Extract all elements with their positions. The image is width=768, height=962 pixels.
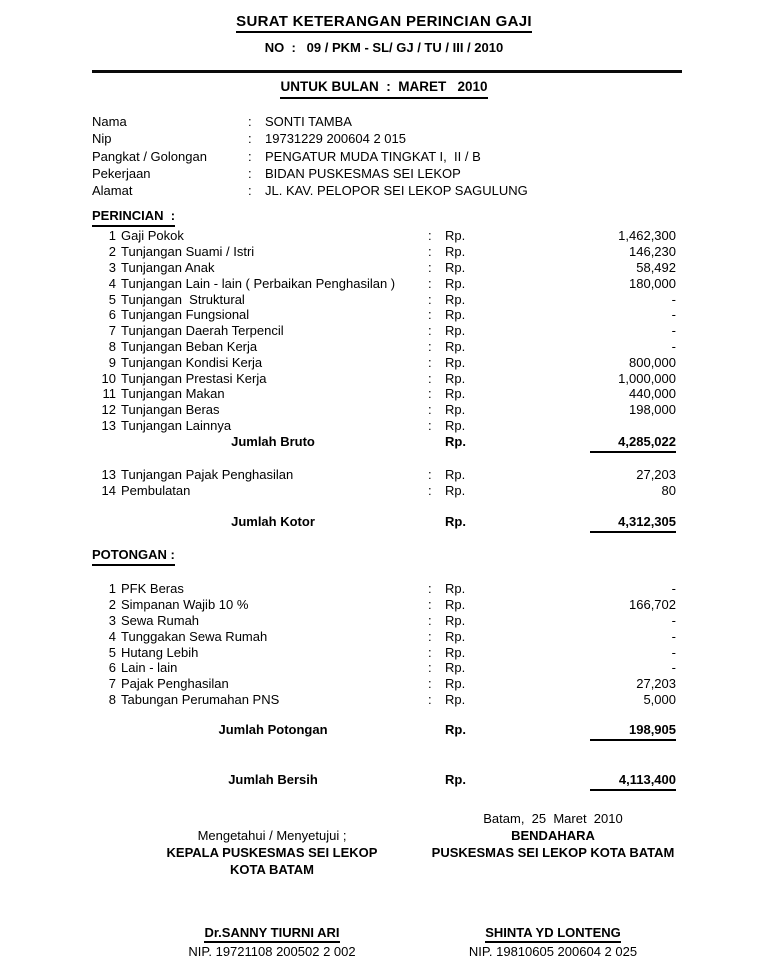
row-currency: Rp.: [445, 275, 466, 291]
row-number: 4: [108, 628, 116, 644]
total-currency: Rp.: [445, 721, 466, 737]
row-number: 14: [101, 482, 116, 498]
row-number: 5: [108, 644, 116, 660]
perincian-row: [92, 418, 676, 434]
info-label: Pekerjaan: [92, 165, 151, 181]
info-colon: :: [248, 165, 252, 181]
row-currency: Rp.: [445, 244, 466, 260]
total-currency: Rp.: [445, 433, 466, 449]
row-number: 4: [108, 275, 116, 291]
total-amount-cell: [481, 514, 676, 530]
row-currency: Rp.: [445, 597, 466, 613]
info-label: Alamat: [92, 183, 133, 199]
row-currency: Rp.: [445, 660, 466, 676]
row-colon: :: [428, 692, 432, 708]
potongan-row: [92, 581, 676, 597]
row-currency: Rp.: [445, 466, 466, 482]
row-colon: :: [428, 370, 432, 386]
potongan-row: [92, 676, 676, 692]
date-line: Batam, 25 Maret 2010: [483, 810, 623, 826]
signature-section: [0, 810, 768, 962]
row-colon: :: [428, 581, 432, 597]
row-amount: -: [671, 323, 676, 339]
info-row: [92, 130, 768, 147]
row-colon: :: [428, 644, 432, 660]
row-number: 2: [108, 597, 116, 613]
row-amount: 27,203: [636, 466, 676, 482]
row-colon: :: [428, 418, 432, 434]
period-line: UNTUK BULAN : MARET 2010: [280, 78, 487, 99]
perincian-row: [92, 386, 676, 402]
total-currency: Rp.: [445, 771, 466, 787]
row-number: 3: [108, 613, 116, 629]
total-colon-spacer: [424, 772, 441, 788]
info-value: PENGATUR MUDA TINGKAT I, II / B: [265, 148, 481, 164]
info-value: SONTI TAMBA: [265, 114, 352, 129]
potongan-items: [0, 581, 768, 707]
row-number: 13: [101, 418, 116, 434]
row-label: Sewa Rumah: [121, 613, 200, 629]
potongan-row: [92, 692, 676, 708]
row-label: Tunjangan Fungsional: [121, 307, 250, 323]
row-label: Tunjangan Anak: [121, 260, 215, 276]
row-label: Tabungan Perumahan PNS: [121, 692, 280, 708]
row-colon: :: [428, 291, 432, 307]
row-label: Tunjangan Struktural: [121, 291, 245, 307]
row-number: 8: [108, 339, 116, 355]
row-number: 12: [101, 402, 116, 418]
row-colon: :: [428, 244, 432, 260]
row-amount: 440,000: [629, 386, 676, 402]
jumlah-bersih-row: [92, 772, 676, 788]
signer-title-org: PUSKESMAS SEI LEKOP KOTA BATAM: [431, 844, 675, 860]
info-row: [92, 148, 768, 165]
total-label: Jumlah Bersih: [228, 771, 318, 787]
row-amount: -: [671, 644, 676, 660]
row-currency: Rp.: [445, 482, 466, 498]
row-currency: Rp.: [445, 339, 466, 355]
row-label: Tunjangan Kondisi Kerja: [121, 354, 263, 370]
row-label: Lain - lain: [121, 660, 178, 676]
row-number: 9: [108, 354, 116, 370]
row-amount: -: [671, 613, 676, 629]
row-colon: :: [428, 323, 432, 339]
row-amount: 146,230: [629, 244, 676, 260]
total-amount-cell: [481, 722, 676, 738]
total-amount: 4,312,305: [590, 514, 676, 533]
row-number: 6: [108, 660, 116, 676]
total-amount-cell: [481, 434, 676, 450]
document-number: NO : 09 / PKM - SL/ GJ / TU / III / 2010: [264, 40, 504, 55]
total-label: Jumlah Bruto: [231, 433, 315, 449]
row-currency: Rp.: [445, 628, 466, 644]
row-number: 1: [108, 581, 116, 597]
row-colon: :: [428, 676, 432, 692]
row-currency: Rp.: [445, 323, 466, 339]
row-colon: :: [428, 613, 432, 629]
row-colon: :: [428, 482, 432, 498]
total-colon-spacer: [424, 434, 441, 450]
row-label: Tunjangan Pajak Penghasilan: [121, 466, 294, 482]
row-amount: -: [671, 291, 676, 307]
employee-info: [92, 113, 768, 199]
potongan-row: [92, 660, 676, 676]
total-colon-spacer: [424, 514, 441, 530]
row-currency: Rp.: [445, 228, 466, 244]
row-amount: 1,462,300: [618, 228, 676, 244]
total-colon-spacer: [424, 722, 441, 738]
info-row: [92, 113, 768, 130]
potongan-row: [92, 597, 676, 613]
row-colon: :: [428, 628, 432, 644]
perincian-items: [0, 228, 768, 433]
signer-name-wrap: [92, 924, 452, 943]
approval-line: Mengetahui / Menyetujui ;: [197, 827, 347, 843]
row-amount: 166,702: [629, 597, 676, 613]
document-title: SURAT KETERANGAN PERINCIAN GAJI: [236, 14, 532, 33]
row-label: Simpanan Wajib 10 %: [121, 597, 249, 613]
row-currency: Rp.: [445, 418, 466, 434]
info-row: [92, 182, 768, 199]
row-number: 8: [108, 692, 116, 708]
perincian-extra-row: [92, 467, 676, 483]
info-label: Pangkat / Golongan: [92, 148, 207, 164]
row-label: Tunjangan Beban Kerja: [121, 339, 258, 355]
perincian-row: [92, 402, 676, 418]
perincian-row: [92, 228, 676, 244]
row-currency: Rp.: [445, 613, 466, 629]
row-number: 5: [108, 291, 116, 307]
row-label: Tunjangan Suami / Istri: [121, 244, 255, 260]
total-amount: 198,905: [590, 722, 676, 741]
row-amount: 800,000: [629, 354, 676, 370]
row-amount: 27,203: [636, 676, 676, 692]
info-colon: :: [248, 131, 252, 147]
row-currency: Rp.: [445, 644, 466, 660]
perincian-row: [92, 276, 676, 292]
row-colon: :: [428, 597, 432, 613]
header-divider: [92, 70, 682, 73]
perincian-row: [92, 244, 676, 260]
row-amount: -: [671, 581, 676, 597]
row-currency: Rp.: [445, 370, 466, 386]
signature-block-right: [430, 810, 676, 960]
info-label: Nip: [92, 131, 112, 147]
row-colon: :: [428, 354, 432, 370]
potongan-row: [92, 645, 676, 661]
row-colon: :: [428, 402, 432, 418]
potongan-row: [92, 629, 676, 645]
row-colon: :: [428, 275, 432, 291]
perincian-extra-items: [0, 467, 768, 499]
signer-title-city: KOTA BATAM: [230, 861, 314, 877]
perincian-row: [92, 339, 676, 355]
row-label: Tunggakan Sewa Rumah: [121, 628, 268, 644]
signature-block-left: [92, 810, 452, 960]
perincian-row: [92, 355, 676, 371]
row-amount: -: [671, 628, 676, 644]
signer-title: BENDAHARA: [511, 827, 595, 843]
row-label: Tunjangan Makan: [121, 386, 225, 402]
row-label: Pembulatan: [121, 482, 191, 498]
section-heading-perincian: PERINCIAN :: [92, 208, 175, 227]
perincian-row: [92, 323, 676, 339]
row-currency: Rp.: [445, 402, 466, 418]
row-amount: 1,000,000: [618, 370, 676, 386]
info-colon: :: [248, 114, 252, 129]
row-currency: Rp.: [445, 386, 466, 402]
signature-spacer: [92, 810, 452, 827]
info-value: 19731229 200604 2 015: [265, 131, 406, 147]
row-amount: 180,000: [629, 275, 676, 291]
info-colon: :: [248, 183, 252, 199]
signer-nip: NIP. 19721108 200502 2 002: [188, 943, 356, 959]
total-amount-cell: [481, 772, 676, 788]
row-colon: :: [428, 660, 432, 676]
total-amount: 4,285,022: [590, 434, 676, 453]
row-amount: 58,492: [636, 260, 676, 276]
perincian-row: [92, 307, 676, 323]
info-colon: :: [248, 148, 252, 164]
perincian-row: [92, 292, 676, 308]
jumlah-potongan-row: [92, 722, 676, 738]
row-number: 10: [101, 370, 116, 386]
row-amount: -: [671, 339, 676, 355]
row-colon: :: [428, 386, 432, 402]
section-heading-potongan: POTONGAN :: [92, 547, 175, 566]
row-currency: Rp.: [445, 692, 466, 708]
signer-nip: NIP. 19810605 200604 2 025: [468, 943, 638, 959]
row-amount: -: [671, 307, 676, 323]
total-currency: Rp.: [445, 514, 466, 530]
info-label: Nama: [92, 114, 127, 129]
row-currency: Rp.: [445, 581, 466, 597]
row-colon: :: [428, 260, 432, 276]
row-number: 13: [101, 466, 116, 482]
row-currency: Rp.: [445, 291, 466, 307]
row-colon: :: [428, 307, 432, 323]
info-row: [92, 165, 768, 182]
perincian-row: [92, 260, 676, 276]
row-currency: Rp.: [445, 354, 466, 370]
row-number: 7: [108, 676, 116, 692]
total-amount: 4,113,400: [590, 772, 676, 791]
total-label: Jumlah Potongan: [218, 721, 328, 737]
row-label: Tunjangan Lainnya: [121, 418, 232, 434]
row-label: Tunjangan Prestasi Kerja: [121, 370, 267, 386]
row-currency: Rp.: [445, 676, 466, 692]
signer-name-wrap: [430, 924, 676, 943]
row-label: PFK Beras: [121, 581, 184, 597]
row-amount: 198,000: [629, 402, 676, 418]
row-amount: -: [671, 660, 676, 676]
row-amount: [481, 418, 676, 434]
row-number: 7: [108, 323, 116, 339]
row-number: 1: [108, 228, 116, 244]
potongan-row: [92, 613, 676, 629]
jumlah-kotor-row: [92, 514, 676, 530]
row-number: 2: [108, 244, 116, 260]
row-number: 6: [108, 307, 116, 323]
row-label: Tunjangan Lain - lain ( Perbaikan Penghasilan ): [121, 275, 396, 291]
row-colon: :: [428, 466, 432, 482]
perincian-row: [92, 371, 676, 387]
signer-name: Dr.SANNY TIURNI ARI: [204, 924, 339, 943]
row-label: Hutang Lebih: [121, 644, 199, 660]
row-currency: Rp.: [445, 260, 466, 276]
jumlah-bruto-row: [92, 434, 676, 450]
total-label: Jumlah Kotor: [231, 514, 315, 530]
info-value: JL. KAV. PELOPOR SEI LEKOP SAGULUNG: [265, 183, 528, 199]
row-amount: 80: [661, 482, 676, 498]
row-label: Pajak Penghasilan: [121, 676, 229, 692]
row-number: 3: [108, 260, 116, 276]
info-value: BIDAN PUSKESMAS SEI LEKOP: [265, 165, 461, 181]
row-colon: :: [428, 339, 432, 355]
row-currency: Rp.: [445, 307, 466, 323]
signer-title: KEPALA PUSKESMAS SEI LEKOP: [166, 844, 378, 860]
row-colon: :: [428, 228, 432, 244]
row-amount: 5,000: [643, 692, 676, 708]
perincian-extra-row: [92, 483, 676, 499]
signer-name: SHINTA YD LONTENG: [485, 924, 621, 943]
row-number: 11: [102, 386, 116, 402]
row-label: Tunjangan Beras: [121, 402, 220, 418]
row-label: Tunjangan Daerah Terpencil: [121, 323, 284, 339]
row-label: Gaji Pokok: [121, 228, 184, 244]
